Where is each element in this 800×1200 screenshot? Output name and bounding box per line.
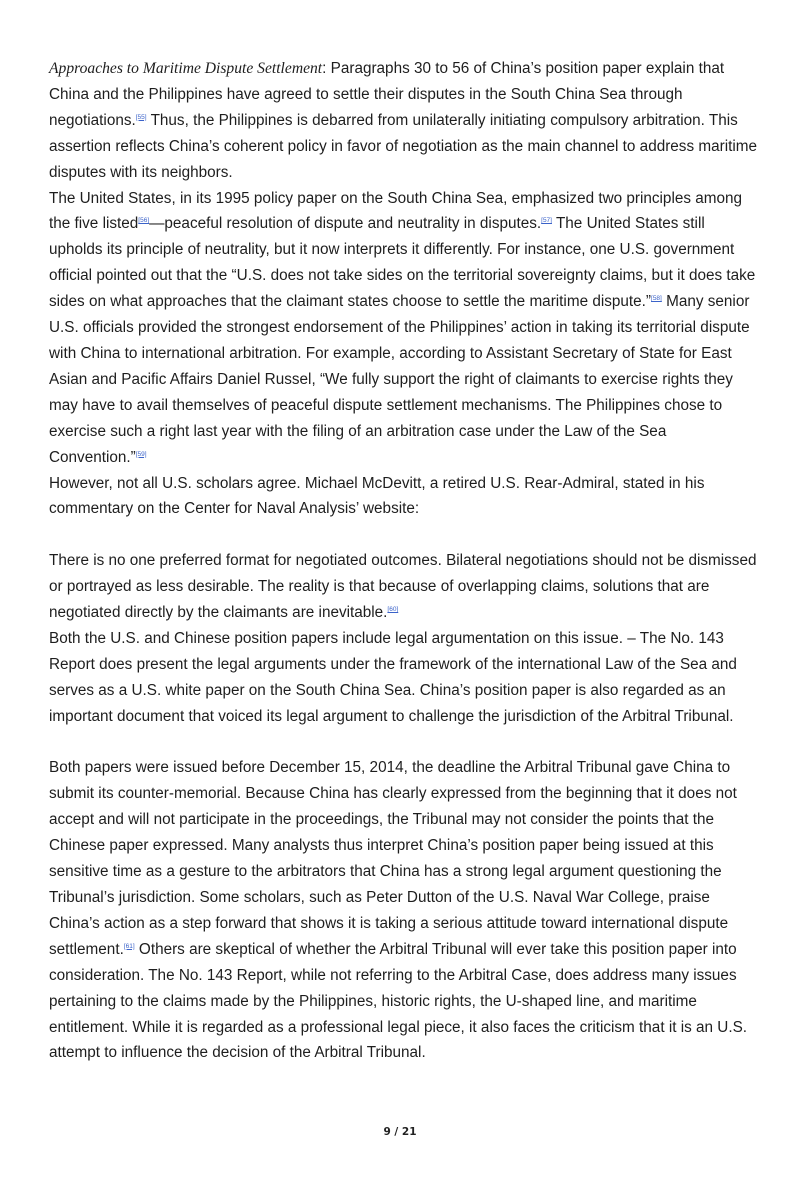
paragraph-text: The United States, in its 1995 policy paper on the South China Sea, emphasized two principles among the five listed (49, 189, 743, 233)
paragraph-deadline (49, 755, 759, 1066)
paragraph-quote (49, 548, 759, 626)
paragraph-spacer (49, 730, 759, 756)
paragraph-text: Others are skeptical of whether the Arbitral Tribunal will ever take this position paper into consideration. The No. 143 Report, while not referring to the Arbitral Case, does address many issues pertaining to the claims made by the Philippines, historic rights, the U-shaped line, and maritime entitlement. While it is regarded as a professional legal piece, it also faces the criticism that it is an U.S. attempt to influence the decision of the Arbitral Tribunal. (49, 940, 748, 1062)
footnote-link-57[interactable]: [57] (541, 217, 552, 225)
paragraph-text: There is no one preferred format for negotiated outcomes. Bilateral negotiations should not be dismissed or portrayed as less desirable. The reality is that because of overlapping claims, solutions that are negotiated directly by the claimants are inevitable. (49, 552, 757, 622)
footnote-link-59[interactable]: [59] (135, 450, 147, 458)
page-number: 9 / 21 (383, 1126, 417, 1138)
paragraph-text: Both papers were issued before December 15, 2014, the deadline the Arbitral Tribunal gave China to submit its counter-memorial. Because China has clearly expressed from the beginning that it does not accept and will not participate in the proceedings, the Tribunal may not consider the points that the Chinese paper expressed. Many analysts thus interpret China’s position paper being issued at this sensitive time as a gesture to the arbitrators that China has a strong legal argument questioning the Tribunal’s jurisdiction. Some scholars, such as Peter Dutton of the U.S. Naval War College, praise China’s action as a step forward that shows it is taking a serious attitude toward international dispute settlement. (49, 759, 737, 958)
document-body (49, 56, 759, 1066)
paragraph-spacer (49, 522, 759, 548)
paragraph-us-policy (49, 186, 759, 471)
footnote-link-61[interactable]: [61] (123, 942, 135, 950)
footnote-link-60[interactable]: [60] (387, 606, 399, 614)
paragraph-approaches (49, 56, 759, 186)
footnote-link-55[interactable]: [55] (135, 113, 147, 121)
section-lead-heading: Approaches to Maritime Dispute Settlement (49, 60, 323, 77)
paragraph-legal-argumentation: Both the U.S. and Chinese position papers include legal argumentation on this issue. – The No. 143 Report does present the legal arguments under the framework of the international Law of the Sea and serves as a U.S. white paper on the South China Sea. China’s position paper is also regarded as an important document that voiced its legal argument to challenge the jurisdiction of the Arbitral Tribunal. (49, 629, 737, 725)
paragraph-text: Thus, the Philippines is debarred from unilaterally initiating compulsory arbitration. This assertion reflects China’s coherent policy in favor of negotiation as the main channel to address maritime disputes with its neighbors. (49, 111, 757, 181)
footnote-link-58[interactable]: [58] (651, 295, 662, 303)
footnote-link-56[interactable]: [56] (138, 217, 150, 225)
paragraph-text: Many senior U.S. officials provided the strongest endorsement of the Philippines’ action in taking its territorial dispute with China to international arbitration. For example, according to Assistant Secretary of State for East Asian and Pacific Affairs Daniel Russel, “We fully support the right of claimants to exercise rights they may have to avail themselves of peaceful dispute settlement mechanisms. The Philippines chose to exercise such a right last year with the filing of an arbitration case under the Law of the Sea Convention.” (49, 293, 750, 466)
paragraph-text: The United States still upholds its principle of neutrality, but it now interprets it differently. For instance, one U.S. government official pointed out that the “U.S. does not take sides on the territorial sovereignty claims, but it does take sides on what approaches that the claimant states choose to settle the maritime dispute.” (49, 215, 756, 311)
paragraph-scholars: However, not all U.S. scholars agree. Michael McDevitt, a retired U.S. Rear-Admiral, stated in his commentary on the Center for Naval Analysis’ website: (49, 474, 705, 518)
paragraph-text: —peaceful resolution of dispute and neutrality in disputes. (149, 215, 542, 233)
paragraph-text: : Paragraphs 30 to 56 of China’s position paper explain that China and the Philippines have agreed to settle their disputes in the South China Sea through negotiations. (49, 60, 725, 129)
